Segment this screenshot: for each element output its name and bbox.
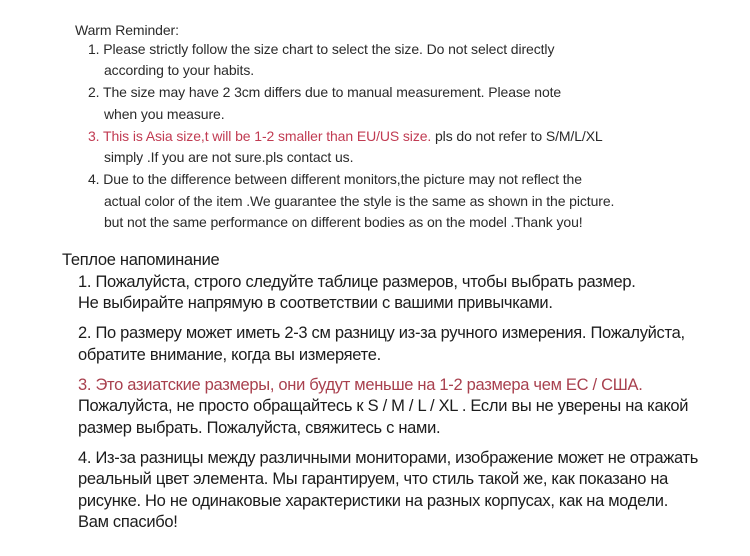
english-item-4-line-1: 4. Due to the difference between different monitors,the picture may not reflect the <box>88 170 582 187</box>
english-item-1-line-1: 1. Please strictly follow the size chart to select the size. Do not select directly <box>88 40 555 57</box>
russian-warm-reminder-section <box>0 250 750 534</box>
russian-item-4-line-1: 4. Из-за разницы между различными мониторами, изображение может не отражать <box>78 448 699 467</box>
english-item-1-line-2: according to your habits. <box>104 62 255 79</box>
english-section-title: Warm Reminder: <box>75 22 179 38</box>
russian-section-title: Теплое напоминание <box>62 251 220 269</box>
russian-item-3-line-2: Пожалуйста, не просто обращайтесь к S / M / L / XL . Если вы не уверены на какой <box>78 397 689 415</box>
russian-item-4-line-2: реальный цвет элемента. Мы гарантируем, что стиль такой же, как показано на <box>78 470 669 488</box>
russian-item-3-line-3: размер выбрать. Пожалуйста, свяжитесь с нами. <box>78 418 441 437</box>
russian-item-4-line-3: рисунке. Но не одинаковые характеристики на разных корпусах, как на модели. <box>78 491 668 510</box>
english-item-3-black-text: pls do not refer to S/M/L/XL <box>431 127 603 144</box>
english-item-3-red-text: 3. This is Asia size,t will be 1-2 smaller than EU/US size. <box>88 127 432 144</box>
english-item-3-line-1 <box>88 126 750 148</box>
english-item-3-line-2: simply .If you are not sure.pls contact us. <box>104 149 354 166</box>
russian-item-1-line-2: Не выбирайте напрямую в соответствии с вашими привычками. <box>78 294 553 312</box>
russian-item-2-line-2: обратите внимание, когда вы измеряете. <box>78 345 381 364</box>
russian-item-3-red-line: 3. Это азиатские размеры, они будут меньше на 1-2 размера чем ЕС / США. <box>78 375 643 394</box>
russian-item-2-line-1: 2. По размеру может иметь 2-3 см разницу из-за ручного измерения. Пожалуйста, <box>78 324 685 342</box>
russian-item-4-line-4: Вам спасибо! <box>78 513 178 531</box>
english-item-4-line-3: but not the same performance on different bodies as on the model .Thank you! <box>104 214 583 231</box>
english-item-2-line-2: when you measure. <box>104 105 225 122</box>
english-item-4-line-2: actual color of the item .We guarantee the style is the same as shown in the picture. <box>104 192 615 209</box>
english-item-2-line-1: 2. The size may have 2 3cm differs due to manual measurement. Please note <box>88 84 562 101</box>
russian-item-1-line-1: 1. Пожалуйста, строго следуйте таблице размеров, чтобы выбрать размер. <box>78 272 636 291</box>
english-warm-reminder-section <box>0 20 750 234</box>
